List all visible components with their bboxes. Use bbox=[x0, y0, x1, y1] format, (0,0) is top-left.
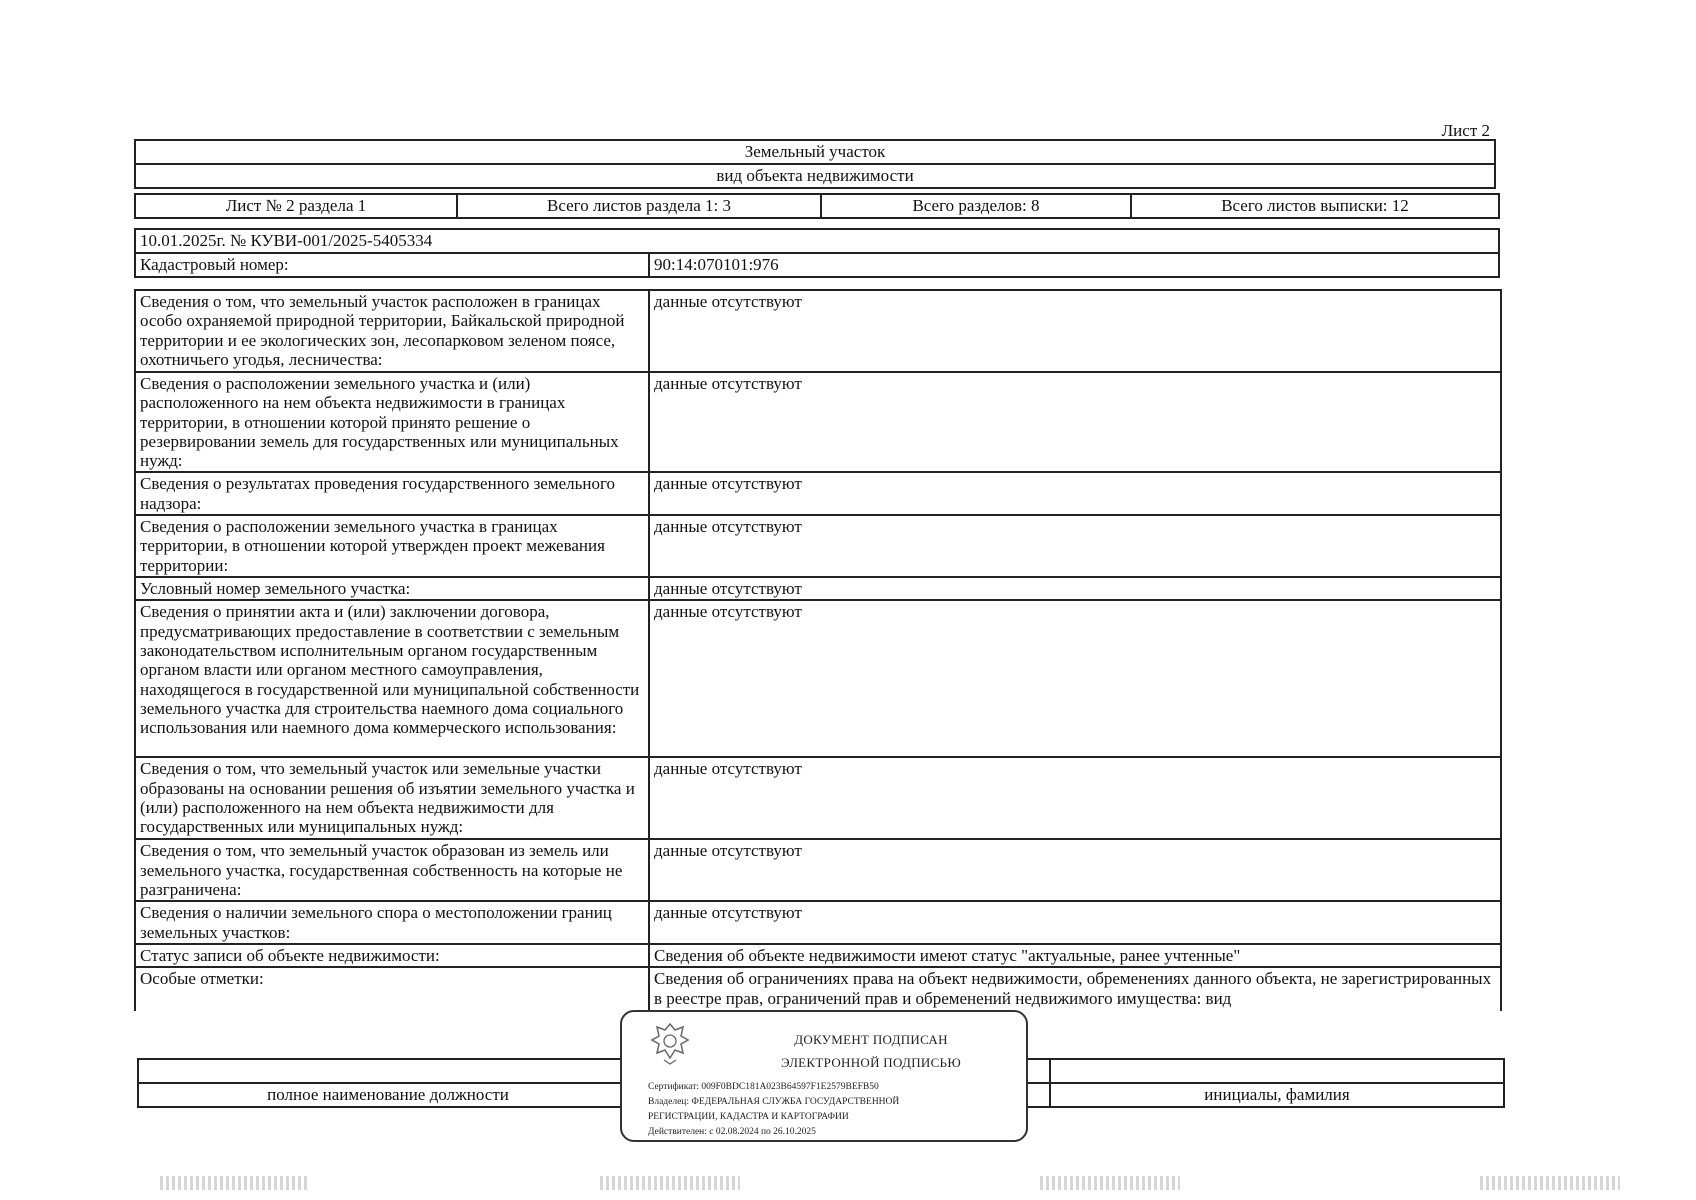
total-sheets-extract: Всего листов выписки: 12 bbox=[1131, 194, 1499, 218]
table-row bbox=[135, 290, 1501, 372]
table-row bbox=[135, 577, 1501, 600]
request-date-number: 10.01.2025г. № КУВИ-001/2025-5405334 bbox=[135, 229, 1499, 253]
row-label: Сведения о наличии земельного спора о местоположении границ земельных участков: bbox=[135, 901, 649, 944]
stamp-details bbox=[648, 1080, 899, 1140]
row-label: Статус записи об объекте недвижимости: bbox=[135, 944, 649, 967]
stamp-title-line2: ЭЛЕКТРОННОЙ ПОДПИСЬЮ bbox=[781, 1055, 961, 1070]
table-row bbox=[135, 901, 1501, 944]
emblem-icon bbox=[648, 1020, 692, 1066]
total-sheets-section: Всего листов раздела 1: 3 bbox=[457, 194, 821, 218]
row-value: данные отсутствуют bbox=[649, 372, 1501, 472]
name-caption: инициалы, фамилия bbox=[1050, 1083, 1504, 1107]
stamp-validity: Действителен: с 02.08.2024 по 26.10.2025 bbox=[648, 1127, 816, 1137]
row-label: Сведения о том, что земельный участок образован из земель или земельного участка, государственная собственность на которые не разграничена: bbox=[135, 839, 649, 901]
row-value: данные отсутствуют bbox=[649, 839, 1501, 901]
scan-artifact bbox=[600, 1176, 740, 1190]
table-row bbox=[135, 372, 1501, 472]
table-row bbox=[135, 967, 1501, 1011]
row-value: данные отсутствуют bbox=[649, 577, 1501, 600]
row-label: Особые отметки: bbox=[135, 967, 649, 1011]
object-type-caption: вид объекта недвижимости bbox=[135, 164, 1495, 188]
scan-artifact bbox=[1040, 1176, 1180, 1190]
row-label: Условный номер земельного участка: bbox=[135, 577, 649, 600]
row-label: Сведения о том, что земельный участок или земельные участки образованы на основании решения об изъятии земельного участка и (или) расположенного на нем объекта недвижимости для государственных или муниципальных нужд: bbox=[135, 757, 649, 839]
row-label: Сведения о результатах проведения государственного земельного надзора: bbox=[135, 472, 649, 515]
stamp-owner-line1: Владелец: ФЕДЕРАЛЬНАЯ СЛУЖБА ГОСУДАРСТВЕННОЙ bbox=[648, 1097, 900, 1107]
electronic-signature-stamp bbox=[620, 1010, 1028, 1142]
table-row bbox=[135, 600, 1501, 757]
table-row bbox=[135, 757, 1501, 839]
row-label: Сведения о принятии акта и (или) заключении договора, предусматривающих предоставление в соответствии с земельным законодательством исполнительным органом государственным органом власти или органом местного самоуправления, находящегося в государственной или муниципальной собственности земельного участка для строительства наемного дома социального использования или наемного дома коммерческого использования: bbox=[135, 600, 649, 757]
table-row bbox=[135, 472, 1501, 515]
row-label: Сведения о том, что земельный участок расположен в границах особо охраняемой природной территории, Байкальской природной территории и ее экологических зон, лесопарковом зеленом поясе, охотничьего угодья, лесничества: bbox=[135, 290, 649, 372]
stamp-certificate: Сертификат: 009F0BDC181A023B64597F1E2579BEFB50 bbox=[648, 1082, 879, 1092]
total-sections: Всего разделов: 8 bbox=[821, 194, 1131, 218]
request-info bbox=[134, 228, 1500, 278]
page-label: Лист 2 bbox=[1441, 121, 1490, 140]
row-value: Сведения об ограничениях права на объект недвижимости, обременениях данного объекта, не зарегистрированных в реестре прав, ограничений прав и обременений недвижимого имущества: вид bbox=[649, 967, 1501, 1011]
row-value: данные отсутствуют bbox=[649, 515, 1501, 577]
row-value: данные отсутствуют bbox=[649, 472, 1501, 515]
row-value: данные отсутствуют bbox=[649, 600, 1501, 757]
table-row bbox=[135, 839, 1501, 901]
cadastral-number-value: 90:14:070101:976 bbox=[649, 253, 1499, 277]
row-label: Сведения о расположении земельного участка в границах территории, в отношении которой утвержден проект межевания территории: bbox=[135, 515, 649, 577]
sheet-of-section: Лист № 2 раздела 1 bbox=[135, 194, 457, 218]
row-label: Сведения о расположении земельного участка и (или) расположенного на нем объекта недвижимости в границах территории, в отношении которой принято решение о резервировании земель для государственных или муниципальных нужд: bbox=[135, 372, 649, 472]
position-field bbox=[138, 1059, 638, 1083]
name-field bbox=[1050, 1059, 1504, 1083]
sheet-info-row bbox=[134, 193, 1500, 219]
row-value: Сведения об объекте недвижимости имеют статус "актуальные, ранее учтенные" bbox=[649, 944, 1501, 967]
object-type-header bbox=[134, 139, 1496, 189]
details-table bbox=[134, 289, 1502, 1011]
object-type-title: Земельный участок bbox=[135, 140, 1495, 164]
table-row bbox=[135, 515, 1501, 577]
scan-artifact bbox=[160, 1176, 310, 1190]
scan-artifact bbox=[1480, 1176, 1620, 1190]
position-caption: полное наименование должности bbox=[138, 1083, 638, 1107]
row-value: данные отсутствуют bbox=[649, 757, 1501, 839]
stamp-title-line1: ДОКУМЕНТ ПОДПИСАН bbox=[794, 1032, 948, 1047]
table-row bbox=[135, 944, 1501, 967]
stamp-owner-line2: РЕГИСТРАЦИИ, КАДАСТРА И КАРТОГРАФИИ bbox=[648, 1112, 849, 1122]
row-value: данные отсутствуют bbox=[649, 901, 1501, 944]
cadastral-number-label: Кадастровый номер: bbox=[135, 253, 649, 277]
row-value: данные отсутствуют bbox=[649, 290, 1501, 372]
